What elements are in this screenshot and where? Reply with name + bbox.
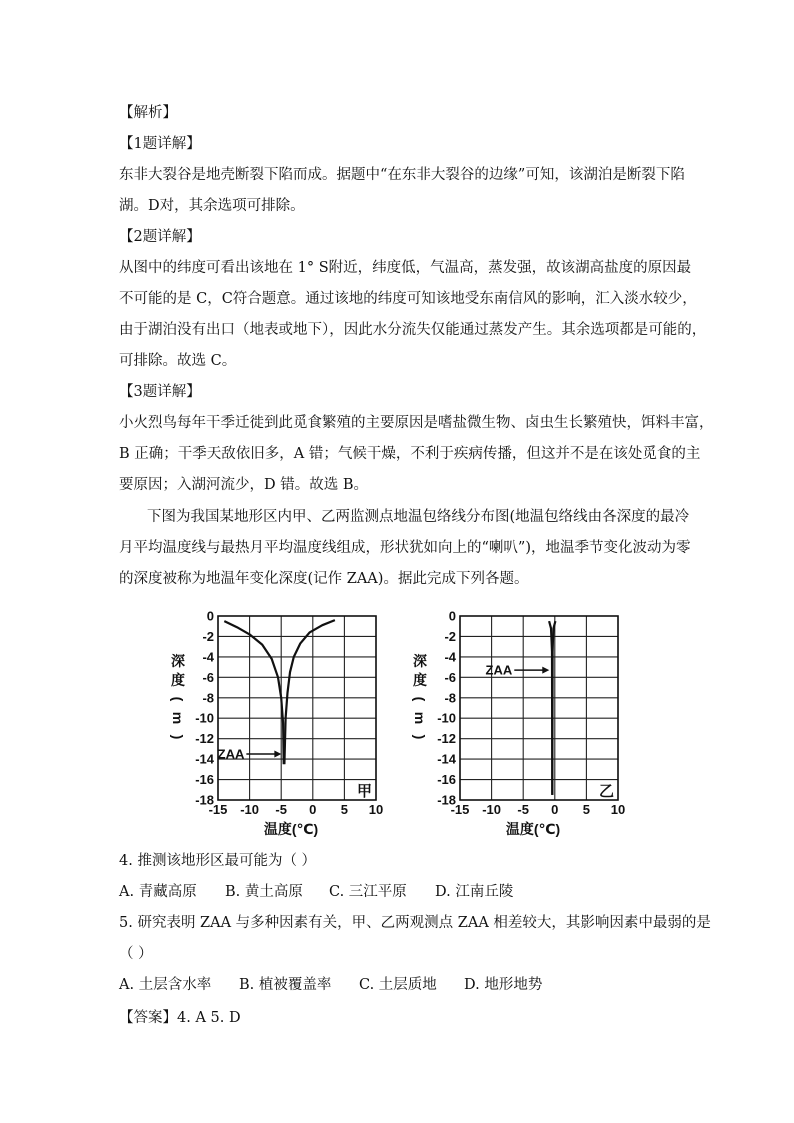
y-tick-label: -14 <box>437 751 456 767</box>
passage-line-1: 下图为我国某地形区内甲、乙两监测点地温包络线分布图(地温包络线由各深度的最冷 <box>147 509 690 525</box>
y-tick-label: -2 <box>444 628 456 644</box>
chart-jia <box>168 604 390 844</box>
chart-label: 乙 <box>598 783 614 800</box>
q4-option-c[interactable]: C. 三江平原 <box>329 884 407 900</box>
q5-stem-paren: （ ） <box>119 946 153 962</box>
zaa-label: ZAA <box>217 746 245 762</box>
y-axis-title-char: ( <box>412 696 428 702</box>
zaa-arrow-head <box>274 751 281 758</box>
q5-options <box>119 975 679 995</box>
x-axis-title: 温度(℃) <box>505 821 561 837</box>
x-tick-label: 10 <box>610 802 626 817</box>
y-axis-title-char: 度 <box>413 672 427 688</box>
q4-options <box>119 882 679 902</box>
q3-line-1: 小火烈鸟每年干季迁徙到此觅食繁殖的主要原因是嗜盐微生物、卤虫生长繁殖快，饵料丰富， <box>119 415 714 431</box>
y-tick-label: -18 <box>437 792 456 808</box>
q5-option-c[interactable]: C. 土层质地 <box>359 977 437 993</box>
y-axis-title-char: ( <box>170 696 186 702</box>
q4-option-a[interactable]: A. 青藏高原 <box>119 884 197 900</box>
y-axis-title-char: m <box>412 711 428 725</box>
y-tick-label: -6 <box>202 669 214 685</box>
y-tick-label: -2 <box>202 628 214 644</box>
q1-header: 【1题详解】 <box>119 136 201 152</box>
y-tick-label: -8 <box>202 690 214 706</box>
q4-option-d[interactable]: D. 江南丘陵 <box>435 884 514 900</box>
envelope-line <box>224 621 283 764</box>
q2-line-3: 由于湖泊没有出口（地表或地下），因此水分流失仅能通过蒸发产生。其余选项都是可能的， <box>119 322 707 338</box>
y-tick-label: 0 <box>206 608 214 624</box>
q2-line-4: 可排除。故选 C。 <box>119 353 237 369</box>
answer: 【答案】4. A 5. D <box>119 1010 241 1026</box>
q3-line-2: B 正确；干季天敌依旧多，A 错；气候干燥，不利于疾病传播，但这并不是在该处觅食的主 <box>119 446 701 462</box>
q3-line-3: 要原因；入湖河流少，D 错。故选 B。 <box>119 477 368 493</box>
q3-header: 【3题详解】 <box>119 384 201 400</box>
y-tick-label: -18 <box>195 792 214 808</box>
grid <box>460 616 618 800</box>
envelope-line <box>284 620 335 764</box>
passage-line-2: 月平均温度线与最热月平均温度线组成，形状犹如向上的“喇叭”)，地温季节变化波动为零 <box>119 540 691 556</box>
q2-line-1: 从图中的纬度可看出该地在 1° S附近，纬度低，气温高，蒸发强，故该湖高盐度的原因最 <box>119 260 692 276</box>
x-tick-label: -15 <box>450 802 470 817</box>
x-tick-label: 0 <box>551 802 559 817</box>
y-tick-label: -4 <box>202 649 214 665</box>
x-tick-label: 5 <box>582 802 591 817</box>
y-tick-label: -6 <box>444 669 456 685</box>
x-tick-label: -5 <box>517 802 529 817</box>
q5-option-b[interactable]: B. 植被覆盖率 <box>239 977 332 993</box>
x-tick-label: 10 <box>368 802 384 817</box>
y-tick-label: 0 <box>448 608 456 624</box>
y-axis-title-char: 深 <box>413 653 427 669</box>
y-axis-title-char: 度 <box>171 672 185 688</box>
y-tick-label: -16 <box>437 772 456 788</box>
x-tick-label: -5 <box>275 802 287 817</box>
q1-line-1: 东非大裂谷是地壳断裂下陷而成。据题中“在东非大裂谷的边缘”可知，该湖泊是断裂下陷 <box>119 167 685 183</box>
x-tick-label: -10 <box>482 802 501 817</box>
y-tick-label: -8 <box>444 690 456 706</box>
y-axis-title-char: 深 <box>171 653 185 669</box>
y-axis-title-char: ) <box>412 734 428 740</box>
y-tick-label: -16 <box>195 772 214 788</box>
y-tick-label: -12 <box>437 731 456 747</box>
q5-stem: 5. 研究表明 ZAA 与多种因素有关，甲、乙两观测点 ZAA 相差较大，其影响因素中最弱的是 <box>119 915 711 931</box>
chart-yi-svg <box>410 604 632 844</box>
analysis-header: 【解析】 <box>119 105 177 121</box>
x-axis-title: 温度(℃) <box>263 821 319 837</box>
y-tick-label: -10 <box>437 710 456 726</box>
y-axis-title-char: ) <box>170 734 186 740</box>
chart-yi <box>410 604 632 844</box>
y-tick-label: -10 <box>195 710 214 726</box>
y-tick-label: -14 <box>195 751 214 767</box>
grid <box>218 616 376 800</box>
plot-frame <box>460 616 618 800</box>
chart-jia-svg <box>168 604 390 844</box>
zaa-label: ZAA <box>485 662 513 678</box>
zaa-arrow-head <box>542 667 549 674</box>
chart-label: 甲 <box>356 783 372 800</box>
x-tick-label: 5 <box>340 802 349 817</box>
q4-stem: 4. 推测该地形区最可能为（ ） <box>119 853 317 869</box>
x-tick-label: -15 <box>208 802 228 817</box>
y-axis-title-char: m <box>170 711 186 725</box>
y-tick-label: -4 <box>444 649 456 665</box>
q5-option-a[interactable]: A. 土层含水率 <box>119 977 212 993</box>
y-tick-label: -12 <box>195 731 214 747</box>
q2-header: 【2题详解】 <box>119 229 201 245</box>
x-tick-label: -10 <box>240 802 259 817</box>
x-tick-label: 0 <box>309 802 317 817</box>
q5-option-d[interactable]: D. 地形地势 <box>464 977 543 993</box>
q2-line-2: 不可能的是 C，C符合题意。通过该地的纬度可知该地受东南信风的影响，汇入淡水较少， <box>119 291 697 307</box>
q4-option-b[interactable]: B. 黄土高原 <box>225 884 303 900</box>
passage-line-3: 的深度被称为地温年变化深度(记作 ZAA)。据此完成下列各题。 <box>119 571 529 587</box>
q1-line-2: 湖。D对，其余选项可排除。 <box>119 198 305 214</box>
plot-frame <box>218 616 376 800</box>
